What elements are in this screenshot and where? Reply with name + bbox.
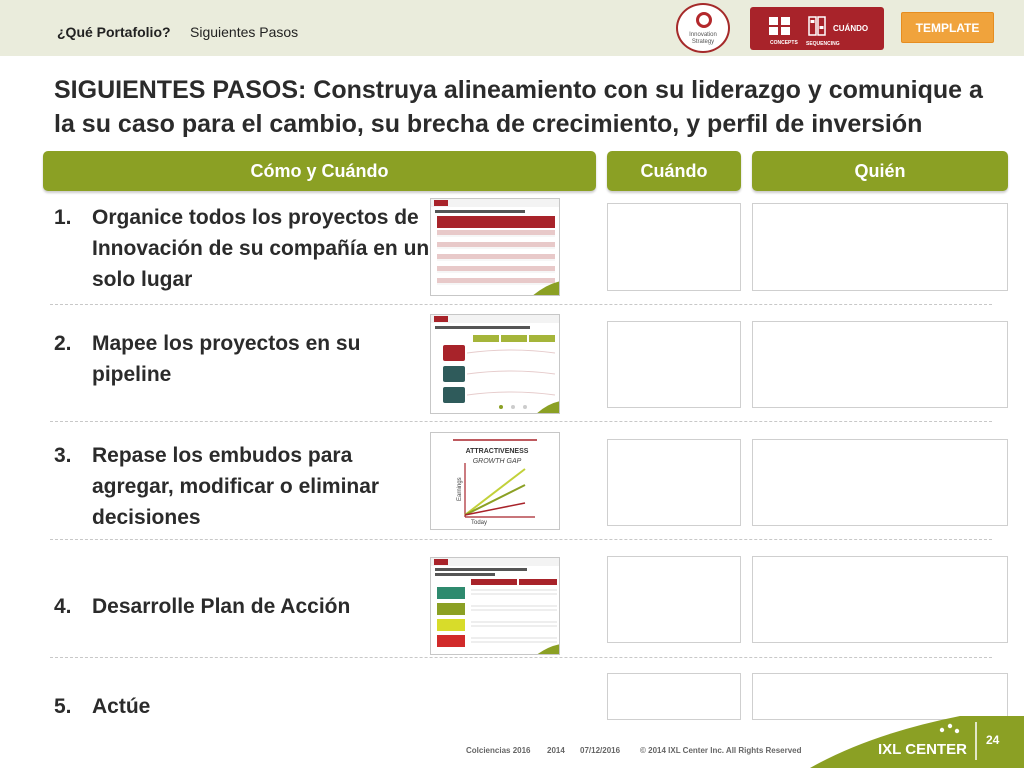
who-input-4[interactable] (752, 556, 1008, 643)
step-text: Mapee los proyectos en su pipeline (92, 332, 361, 386)
footer-copyright: © 2014 IXL Center Inc. All Rights Reserved (640, 746, 802, 755)
when-input-3[interactable] (607, 439, 741, 526)
thumb-chart-ylabel: Earnings (457, 477, 463, 501)
target-icon (696, 12, 712, 28)
row-divider (50, 421, 992, 422)
who-input-5[interactable] (752, 673, 1008, 720)
who-input-1[interactable] (752, 203, 1008, 291)
step-text: Repase los embudos para agregar, modificar o eliminar decisiones (92, 444, 380, 529)
who-input-2[interactable] (752, 321, 1008, 408)
column-header-who: Quién (752, 151, 1008, 191)
step-text: Desarrolle Plan de Acción (92, 595, 351, 618)
step-cuando-label: CUÁNDO (833, 24, 869, 33)
step-number: 5. (54, 695, 72, 718)
footer-date: 07/12/2016 (580, 746, 621, 755)
page-number: 24 (986, 733, 1000, 747)
pipeline-thumbnail-graphic (431, 315, 560, 414)
column-header-how: Cómo y Cuándo (43, 151, 596, 191)
when-input-2[interactable] (607, 321, 741, 408)
thumb-chart-subtitle: GROWTH GAP (472, 458, 522, 465)
footer-org: Colciencias 2016 (466, 746, 531, 755)
template-tag: TEMPLATE (901, 12, 994, 43)
thumbnail-projects-table[interactable] (430, 198, 560, 296)
step-number: 2. (54, 332, 72, 355)
when-input-4[interactable] (607, 556, 741, 643)
row-divider (50, 539, 992, 540)
table-thumbnail-graphic (431, 199, 560, 296)
sequencing-icon (808, 16, 826, 36)
step-sequencing-label: SEQUENCING (806, 41, 840, 47)
when-input-5[interactable] (607, 673, 741, 720)
column-header-when: Cuándo (607, 151, 741, 191)
footer-year: 2014 (547, 746, 565, 755)
page-title: SIGUIENTES PASOS: Construya alineamiento con su liderazgo y comunique a la su caso para el cambio, su brecha de crecimiento, y perfil de inversión (54, 76, 983, 138)
badge-label: Innovation Strategy (689, 32, 717, 45)
step-text: Organice todos los proyectos de Innovación de su compañía en un solo lugar (92, 206, 430, 291)
innovation-strategy-badge (676, 3, 730, 53)
thumbnail-pipeline-map[interactable] (430, 314, 560, 414)
step-number: 4. (54, 595, 72, 618)
process-step-indicator (750, 7, 884, 50)
step-number: 3. (54, 444, 72, 467)
thumb-chart-title: ATTRACTIVENESS (465, 448, 529, 455)
breadcrumb-sub[interactable]: Siguientes Pasos (190, 24, 299, 40)
step-text: Actúe (92, 695, 151, 718)
concepts-icon (768, 16, 792, 36)
growth-gap-thumbnail-graphic (431, 433, 560, 530)
thumbnail-growth-gap[interactable] (430, 432, 560, 530)
thumb-chart-xlabel: Today (471, 520, 488, 526)
row-divider (50, 657, 992, 658)
step-concepts-label: CONCEPTS (770, 40, 798, 46)
when-input-1[interactable] (607, 203, 741, 291)
breadcrumb-main[interactable]: ¿Qué Portafolio? (57, 24, 171, 40)
row-divider (50, 304, 992, 305)
logo-text: IXL CENTER (878, 741, 967, 758)
step-number: 1. (54, 206, 72, 229)
action-plan-thumbnail-graphic (431, 558, 560, 655)
who-input-3[interactable] (752, 439, 1008, 526)
thumbnail-action-plan[interactable] (430, 557, 560, 655)
